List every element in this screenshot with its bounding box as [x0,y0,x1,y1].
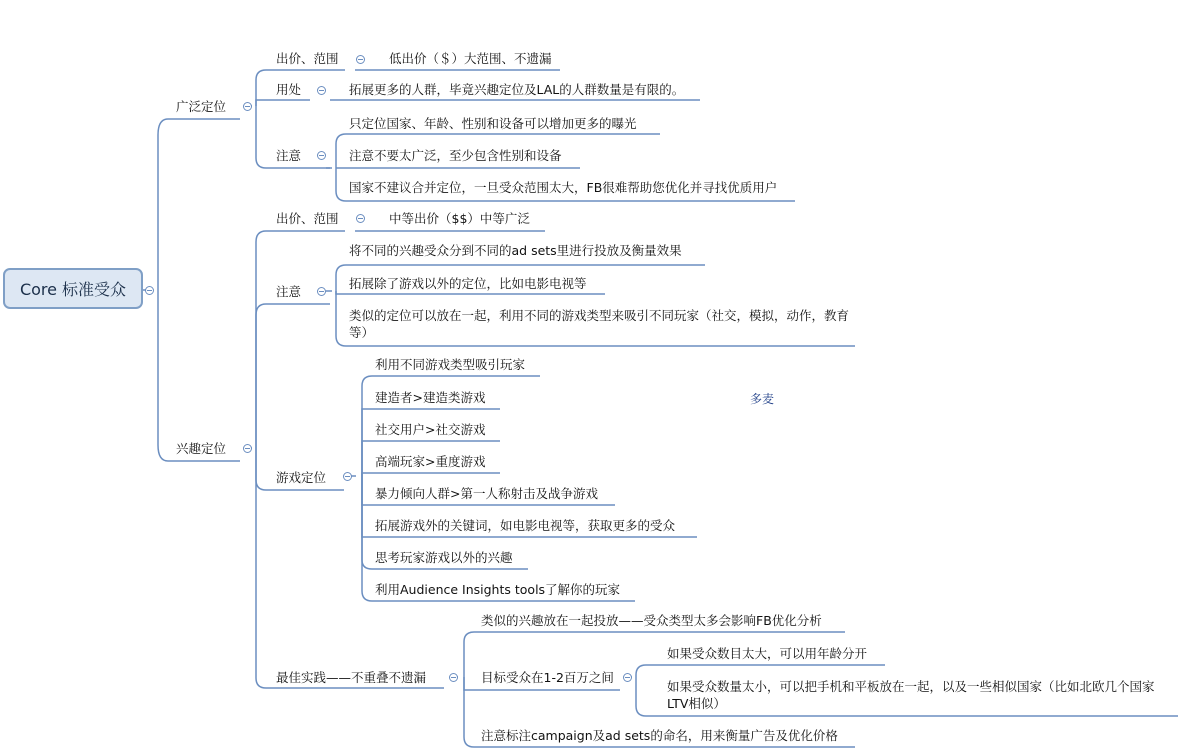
interest-note-item[interactable]: 拓展除了游戏以外的定位，比如电影电视等 [349,276,587,291]
game-item[interactable]: 建造者>建造类游戏 [375,390,486,405]
collapse-icon[interactable] [243,444,252,453]
game-item[interactable]: 高端玩家>重度游戏 [375,454,486,469]
interest-targeting-node[interactable]: 兴趣定位 [176,441,227,456]
interest-note-item[interactable]: 将不同的兴趣受众分到不同的ad sets里进行投放及衡量效果 [349,243,682,258]
floating-note[interactable]: 多麦 [750,392,775,406]
game-targeting-label[interactable]: 游戏定位 [276,470,327,485]
collapse-icon[interactable] [243,102,252,111]
game-item[interactable]: 暴力倾向人群>第一人称射击及战争游戏 [375,486,598,501]
root-node[interactable] [3,268,143,309]
game-item[interactable]: 拓展游戏外的关键词，如电影电视等，获取更多的受众 [375,518,676,533]
game-item[interactable]: 利用不同游戏类型吸引玩家 [375,357,526,372]
broad-use-value[interactable]: 拓展更多的人群，毕竟兴趣定位及LAL的人群数量是有限的。 [349,82,685,97]
collapse-icon[interactable] [356,214,365,223]
collapse-icon[interactable] [317,151,326,160]
game-item[interactable]: 思考玩家游戏以外的兴趣 [375,550,513,565]
root-label: Core 标准受众 [19,280,127,299]
best-practice-label[interactable]: 最佳实践——不重叠不遗漏 [276,670,427,685]
game-item[interactable]: 利用Audience Insights tools了解你的玩家 [375,582,621,597]
collapse-icon[interactable] [317,86,326,95]
collapse-icon[interactable] [449,673,458,682]
interest-note-label[interactable]: 注意 [276,284,302,299]
broad-note-label[interactable]: 注意 [276,148,302,163]
collapse-icon[interactable] [623,673,632,682]
collapse-icon[interactable] [343,472,352,481]
broad-bid-label[interactable]: 出价、范围 [276,51,339,66]
game-item[interactable]: 社交用户>社交游戏 [375,422,486,437]
broad-targeting-node[interactable]: 广泛定位 [176,99,227,114]
broad-note-item[interactable]: 国家不建议合并定位，一旦受众范围太大，FB很难帮助您优化并寻找优质用户 [349,180,778,195]
target-child-item[interactable]: 如果受众数目太大，可以用年龄分开 [667,646,868,661]
broad-use-label[interactable]: 用处 [276,82,302,97]
interest-bid-label[interactable]: 出价、范围 [276,211,339,226]
best-practice-item[interactable]: 注意标注campaign及ad sets的命名，用来衡量广告及优化价格 [481,728,838,743]
best-practice-item[interactable]: 类似的兴趣放在一起投放——受众类型太多会影响FB优化分析 [481,613,822,628]
broad-bid-value[interactable]: 低出价（＄）大范围、不遗漏 [389,51,552,66]
interest-bid-value[interactable]: 中等出价（$$）中等广泛 [389,211,530,226]
collapse-icon[interactable] [317,287,326,296]
collapse-icon[interactable] [145,286,154,295]
best-practice-item[interactable]: 目标受众在1-2百万之间 [481,670,614,685]
target-child-item[interactable]: 如果受众数量太小，可以把手机和平板放在一起，以及一些相似国家（比如北欧几个国家LTV相似） [667,679,1155,711]
interest-note-item[interactable]: 类似的定位可以放在一起，利用不同的游戏类型来吸引不同玩家（社交，模拟，动作，教育等） [349,308,850,340]
broad-note-item[interactable]: 注意不要太广泛，至少包含性别和设备 [349,148,562,163]
broad-note-item[interactable]: 只定位国家、年龄、性别和设备可以增加更多的曝光 [349,116,637,131]
collapse-icon[interactable] [356,55,365,64]
